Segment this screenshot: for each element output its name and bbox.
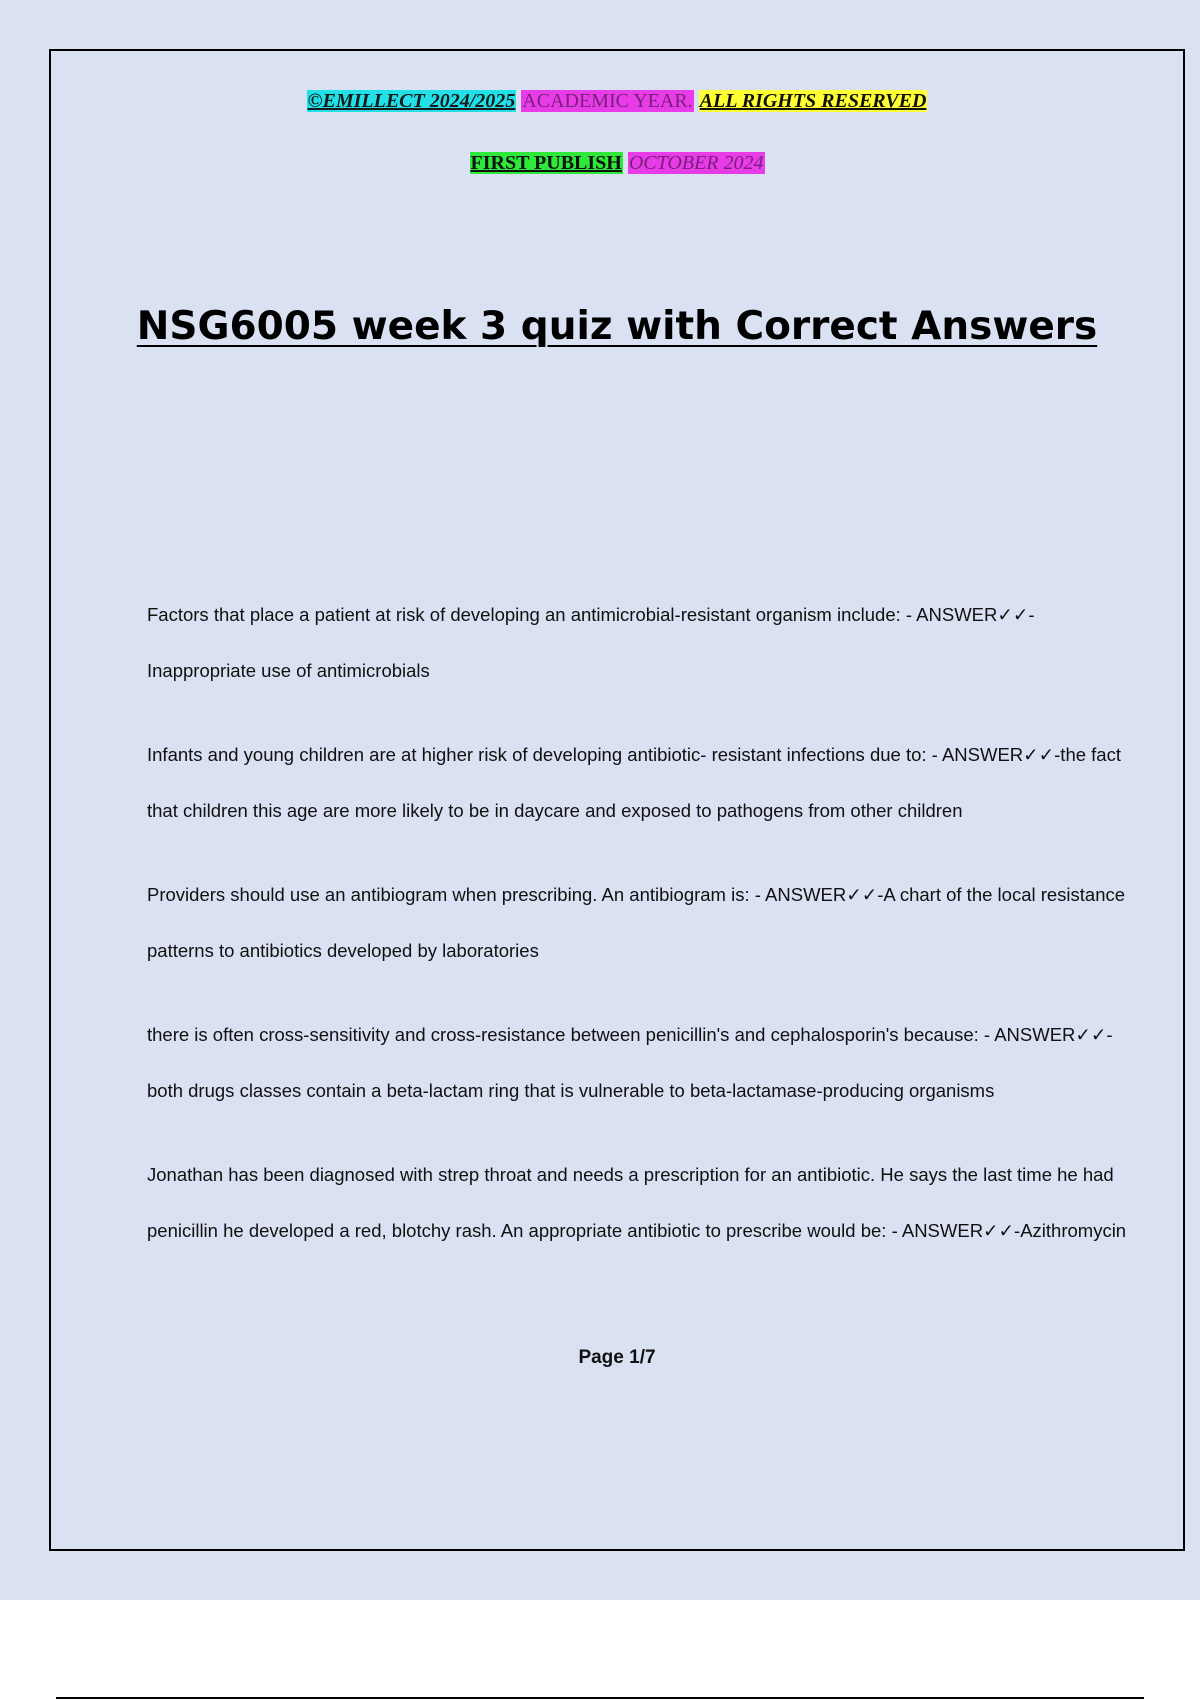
first-publish-text: FIRST PUBLISH xyxy=(470,152,622,174)
document-title xyxy=(51,283,1183,371)
qa-item: there is often cross-sensitivity and cross-resistance between penicillin's and cephalosporin's because: - ANSWER✓✓-both drugs classes contain a beta-lactam ring that is vulnerable to beta-lactamase-producing organisms xyxy=(147,1024,1113,1101)
qa-list xyxy=(147,587,1137,1287)
publish-date-text: OCTOBER 2024 xyxy=(628,152,764,174)
header-copyright-line xyxy=(51,89,1183,113)
copyright-text: ©EMILLECT 2024/2025 xyxy=(307,90,516,112)
qa-item: Factors that place a patient at risk of developing an antimicrobial-resistant organism include: - ANSWER✓✓-Inappropriate use of antimicrobials xyxy=(147,604,1035,681)
next-page-divider xyxy=(56,1697,1144,1699)
qa-item: Infants and young children are at higher risk of developing antibiotic- resistant infections due to: - ANSWER✓✓-the fact that children this age are more likely to be in daycare and exposed to pathogens from other children xyxy=(147,744,1121,821)
header-publish-line xyxy=(51,151,1183,175)
page-frame xyxy=(49,49,1185,1551)
qa-item: Jonathan has been diagnosed with strep throat and needs a prescription for an antibiotic. He says the last time he had penicillin he developed a red, blotchy rash. An appropriate antibiotic to prescribe would be: - ANSWER✓✓-Azithromycin xyxy=(147,1164,1127,1241)
page-number: Page 1/7 xyxy=(578,1347,656,1368)
qa-item: Providers should use an antibiogram when prescribing. An antibiogram is: - ANSWER✓✓-A chart of the local resistance patterns to antibiotics developed by laboratories xyxy=(147,884,1126,961)
academic-year-text: ACADEMIC YEAR. xyxy=(522,90,693,112)
rights-reserved-text: ALL RIGHTS RESERVED xyxy=(699,90,927,112)
document-title-text: NSG6005 week 3 quiz with Correct Answers xyxy=(136,304,1098,349)
